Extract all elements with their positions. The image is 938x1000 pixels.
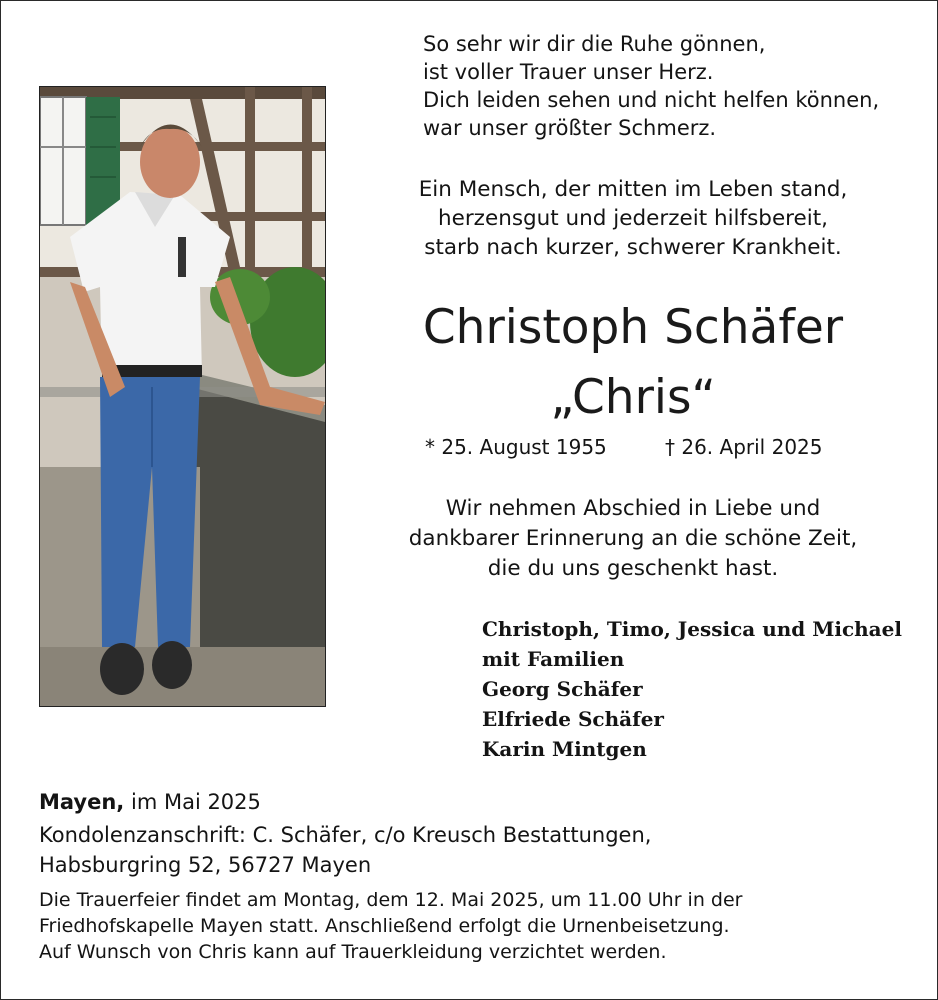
description-line: Ein Mensch, der mitten im Leben stand, [418,177,848,202]
place-date [39,787,261,817]
mourner: Karin Mintgen [482,737,647,761]
birth-date: * 25. August 1955 [425,435,607,459]
mourners-list [482,614,902,764]
condolence-address [39,820,651,880]
death-date: † 26. April 2025 [665,435,823,459]
deceased-nickname: „Chris“ [550,370,716,425]
ceremony-line: Auf Wunsch von Chris kann auf Trauerkleidung verzichtet werden. [39,941,667,963]
mourner: mit Familien [482,647,625,671]
mourner: Christoph, Timo, Jessica und Michael [482,617,902,641]
portrait-illustration [40,87,325,706]
contact-line: Kondolenzanschrift: C. Schäfer, c/o Kreusch Bestattungen, [39,823,652,847]
mourner: Elfriede Schäfer [482,707,664,731]
verse-line: So sehr wir dir die Ruhe gönnen, [423,32,766,56]
description [378,175,888,262]
farewell-line: die du uns geschenkt hast. [487,556,779,581]
verse-line: war unser größter Schmerz. [423,116,717,140]
portrait-photo [39,86,326,707]
poem-verse [423,30,879,142]
ceremony-line: Friedhofskapelle Mayen statt. Anschließend erfolgt die Urnenbeisetzung. [39,915,730,937]
farewell-text [378,494,888,584]
contact-line: Habsburgring 52, 56727 Mayen [39,853,372,877]
verse-line: ist voller Trauer unser Herz. [423,60,714,84]
description-line: herzensgut und jederzeit hilfsbereit, [437,206,829,231]
verse-line: Dich leiden sehen und nicht helfen können, [423,88,880,112]
ceremony-info [39,887,742,965]
farewell-line: Wir nehmen Abschied in Liebe und [445,496,821,521]
farewell-line: dankbarer Erinnerung an die schöne Zeit, [408,526,858,551]
place-city: Mayen, [39,790,125,814]
ceremony-line: Die Trauerfeier findet am Montag, dem 12. Mai 2025, um 11.00 Uhr in der [39,889,743,911]
deceased-name: Christoph Schäfer [422,300,844,355]
description-line: starb nach kurzer, schwerer Krankheit. [424,235,842,260]
place-date-text: im Mai 2025 [130,790,261,814]
mourner: Georg Schäfer [482,677,643,701]
